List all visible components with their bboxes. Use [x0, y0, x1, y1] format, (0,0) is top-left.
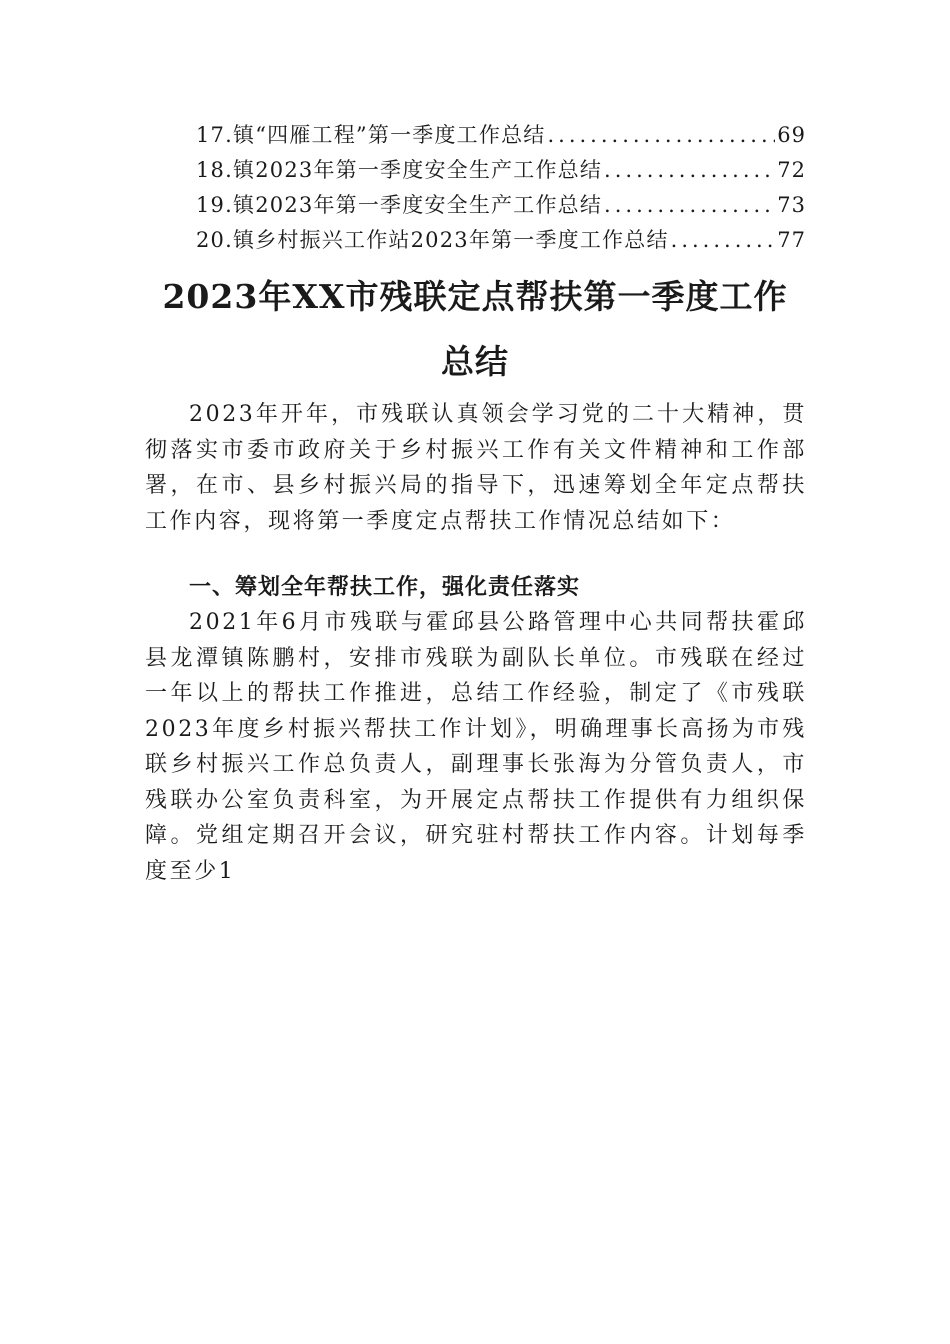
document-title: 2023年XX市残联定点帮扶第一季度工作 — [162, 277, 788, 316]
toc-entry-page: 69 — [777, 123, 806, 147]
toc-entry-page: 73 — [777, 193, 806, 217]
toc-leader-dots — [604, 188, 775, 223]
toc-entry[interactable] — [196, 153, 806, 188]
section-heading: 一、筹划全年帮扶工作，强化责任落实 — [189, 575, 581, 600]
toc-entry-title: 17.镇“四雁工程”第一季度工作总结 — [196, 123, 546, 147]
toc-leader-dots — [671, 223, 776, 258]
table-of-contents — [196, 118, 806, 258]
toc-leader-dots — [604, 153, 775, 188]
toc-entry-page: 77 — [777, 228, 806, 252]
toc-leader-dots — [547, 118, 775, 153]
toc-entry-title: 20.镇乡村振兴工作站2023年第一季度工作总结 — [196, 228, 669, 252]
toc-entry-page: 72 — [777, 158, 806, 182]
toc-entry-title: 18.镇2023年第一季度安全生产工作总结 — [196, 158, 603, 182]
document-title-continued: 总结 — [441, 342, 509, 381]
toc-entry[interactable] — [196, 223, 806, 258]
toc-entry-title: 19.镇2023年第一季度安全生产工作总结 — [196, 193, 603, 217]
section-paragraph: 2021年6月市残联与霍邱县公路管理中心共同帮扶霍邱县龙潭镇陈鹏村，安排市残联为副队长单位。市残联在经过一年以上的帮扶工作推进，总结工作经验，制定了《市残联2023年度乡村振兴帮扶工作计划》，明确理事长高扬为市残联乡村振兴工作总负责人，副理事长张海为分管负责人，市残联办公室负责科室，为开展定点帮扶工作提供有力组织保障。党组定期召开会议，研究驻村帮扶工作内容。计划每季度至少1 — [145, 610, 807, 884]
intro-paragraph: 2023年开年，市残联认真领会学习党的二十大精神，贯彻落实市委市政府关于乡村振兴工作有关文件精神和工作部署，在市、县乡村振兴局的指导下，迅速筹划全年定点帮扶工作内容，现将第一季度定点帮扶工作情况总结如下： — [145, 402, 807, 534]
toc-entry[interactable] — [196, 118, 806, 153]
toc-entry[interactable] — [196, 188, 806, 223]
